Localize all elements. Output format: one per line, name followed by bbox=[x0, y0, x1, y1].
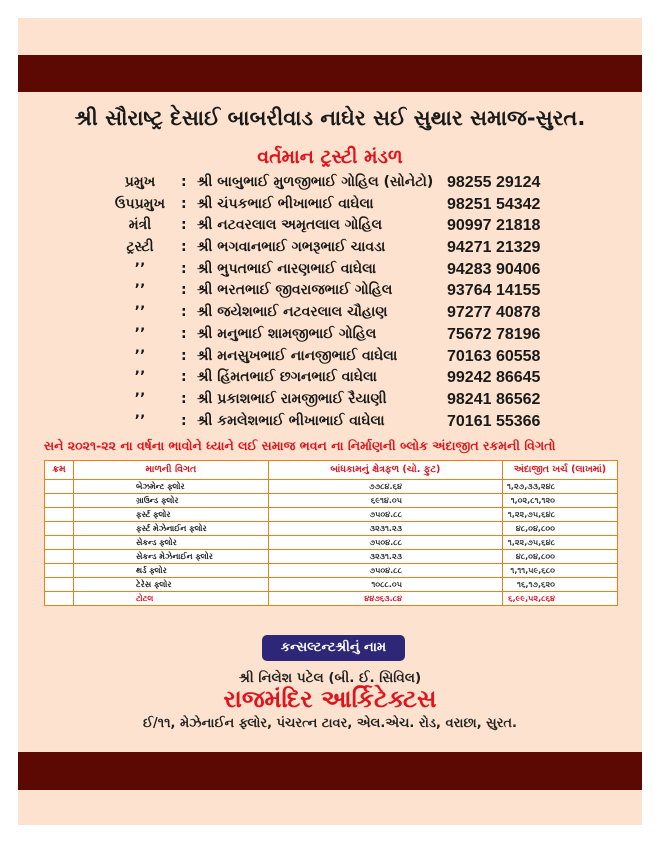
trustee-role: ’’ bbox=[134, 325, 146, 342]
floor-cell: ફર્સ્ટ ફ્લોર bbox=[73, 508, 268, 522]
trustee-role: ’’ bbox=[134, 282, 146, 299]
header-cost: અંદાજીત ખર્ચ (લાખમાં) bbox=[502, 461, 617, 480]
trustee-name: શ્રી જયેશભાઈ નટવરલાલ ચૌહાણ bbox=[197, 304, 388, 321]
colon-separator: : bbox=[181, 239, 187, 256]
floor-cell: ગ્રાઉન્ડ ફ્લોર bbox=[73, 494, 268, 508]
trustee-name: શ્રી ભુપતભાઈ નારણભાઈ વાઘેલા bbox=[197, 260, 377, 277]
estimate-notice: સને ૨૦૨૧-૨૨ ના વર્ષના ભાવોને ધ્યાને લઈ સમાજ ભવન ના નિર્માણની બ્લોક અંદાજીત રકમની વિગતો bbox=[44, 438, 556, 453]
area-cell: ૩૨૩૧.૨૩ bbox=[268, 550, 502, 564]
trustee-phone: 98241 86562 bbox=[447, 390, 541, 408]
trustee-role: ’’ bbox=[134, 390, 146, 407]
table-row bbox=[45, 508, 618, 522]
cost-cell: ૧,૦૨,૮૧,૧૨૦ bbox=[502, 494, 617, 508]
table-header-row bbox=[45, 461, 618, 480]
trustee-phone: 93764 14155 bbox=[447, 282, 541, 300]
trustee-board-heading: વર્તમાન ટ્રસ્ટી મંડળ bbox=[257, 146, 403, 168]
trustee-name: શ્રી ચંપકભાઈ ભીખાભાઈ વાઘેલા bbox=[197, 195, 374, 212]
page-title: શ્રી સૌરાષ્ટ્ર દેસાઈ બાબરીવાડ નાઘેર સઈ સુથાર સમાજ-સુરત. bbox=[74, 106, 586, 130]
trustee-row bbox=[0, 215, 660, 237]
table-row bbox=[45, 564, 618, 578]
trustee-phone: 97277 40878 bbox=[447, 304, 541, 322]
trustee-phone: 94283 90406 bbox=[447, 260, 541, 278]
trustee-name: શ્રી મનસુખભાઈ નાનજીભાઈ વાઘેલા bbox=[197, 347, 398, 364]
colon-separator: : bbox=[181, 390, 187, 407]
serial-cell bbox=[45, 522, 74, 536]
trustee-row bbox=[0, 411, 660, 433]
total-area: ૪૪૭૬૩.૮૪ bbox=[268, 592, 502, 606]
floor-cell: થર્ડ ફ્લોર bbox=[73, 564, 268, 578]
header-serial: ક્રમ bbox=[45, 461, 74, 480]
area-cell: ૬૯૧૪.૦૫ bbox=[268, 494, 502, 508]
colon-separator: : bbox=[181, 174, 187, 190]
cost-cell: ૧,૨૨,૭૫,૬૪૮ bbox=[502, 536, 617, 550]
table-row bbox=[45, 494, 618, 508]
consultant-name: શ્રી નિલેશ પટેલ (બી. ઈ. સિવિલ) bbox=[238, 670, 422, 686]
area-cell: ૭૫૦૪.૮૮ bbox=[268, 564, 502, 578]
colon-separator: : bbox=[181, 260, 187, 277]
firm-address: ઈ/૧૧, મેઝેનાઈન ફ્લોર, પંચરત્ન ટાવર, એલ.એચ. રોડ, વરાછા, સુરત. bbox=[143, 716, 517, 731]
trustee-row bbox=[0, 280, 660, 302]
area-cell: ૭૫૦૪.૮૮ bbox=[268, 536, 502, 550]
floor-cell: ફર્સ્ટ મેઝેનાઈન ફ્લોર bbox=[73, 522, 268, 536]
cost-cell: ૧૬,૧૭,૬૨૦ bbox=[502, 578, 617, 592]
trustee-phone: 99242 86645 bbox=[447, 369, 541, 387]
serial-cell bbox=[45, 550, 74, 564]
trustee-name: શ્રી ભરતભાઈ જીવરાજભાઈ ગોહિલ bbox=[197, 282, 393, 299]
trustee-name: શ્રી હિંમતભાઈ છગનભાઈ વાઘેલા bbox=[197, 369, 377, 386]
serial-cell bbox=[45, 508, 74, 522]
trustee-phone: 90997 21818 bbox=[447, 217, 541, 235]
floor-cell: ટેરેસ ફ્લોર bbox=[73, 578, 268, 592]
trustee-phone: 75672 78196 bbox=[447, 325, 541, 343]
trustee-name: શ્રી બાબુભાઈ મુળજીભાઈ ગોહિલ (સોનેટો) bbox=[197, 174, 434, 190]
trustee-row bbox=[0, 194, 660, 216]
colon-separator: : bbox=[181, 195, 187, 212]
cost-cell: ૧,૧૧,૫૯,૬૮૦ bbox=[502, 564, 617, 578]
trustee-row bbox=[0, 346, 660, 368]
trustee-phone: 70163 60558 bbox=[447, 347, 541, 365]
top-band bbox=[18, 55, 642, 92]
trustee-row bbox=[0, 259, 660, 281]
colon-separator: : bbox=[181, 369, 187, 386]
cost-cell: ૪૮,૦૪,૮૦૦ bbox=[502, 522, 617, 536]
trustee-phone: 98255 29124 bbox=[447, 174, 541, 191]
trustee-row bbox=[0, 324, 660, 346]
area-cell: ૩૨૩૧.૨૩ bbox=[268, 522, 502, 536]
table-row bbox=[45, 578, 618, 592]
area-cell: ૭૫૦૪.૮૮ bbox=[268, 508, 502, 522]
trustee-role: મંત્રી bbox=[128, 217, 152, 234]
cost-estimate-table bbox=[44, 460, 618, 606]
bottom-band bbox=[18, 752, 642, 790]
total-row bbox=[45, 592, 618, 606]
firm-name: રાજમંદિર આર્કિટેક્ટસ bbox=[223, 685, 437, 713]
floor-cell: સેકન્ડ મેઝેનાઈન ફ્લોર bbox=[73, 550, 268, 564]
floor-cell: બેઝમેન્ટ ફ્લોર bbox=[73, 480, 268, 494]
serial-cell bbox=[45, 592, 74, 606]
serial-cell bbox=[45, 480, 74, 494]
trustee-phone: 98251 54342 bbox=[447, 195, 541, 213]
total-cost: ૬,૯૯,૫૨,૮૬૪ bbox=[502, 592, 617, 606]
trustee-row bbox=[0, 302, 660, 324]
trustee-role: ’’ bbox=[134, 412, 146, 429]
consultant-badge: કન્સલ્ટન્ટશ્રીનું નામ bbox=[262, 635, 405, 661]
colon-separator: : bbox=[181, 347, 187, 364]
trustee-role: ’’ bbox=[134, 260, 146, 277]
trustee-row bbox=[0, 367, 660, 389]
trustee-role: ’’ bbox=[134, 347, 146, 364]
trustee-name: શ્રી નટવરલાલ અમૃતલાલ ગોહિલ bbox=[197, 217, 383, 234]
table-row bbox=[45, 522, 618, 536]
total-label: ટોટલ bbox=[73, 592, 268, 606]
serial-cell bbox=[45, 536, 74, 550]
trustee-row bbox=[0, 389, 660, 411]
colon-separator: : bbox=[181, 217, 187, 234]
serial-cell bbox=[45, 564, 74, 578]
header-floor: માળની વિગત bbox=[73, 461, 268, 480]
serial-cell bbox=[45, 578, 74, 592]
colon-separator: : bbox=[181, 282, 187, 299]
trustee-role: ’’ bbox=[134, 369, 146, 386]
trustee-role: ’’ bbox=[134, 304, 146, 321]
table-row bbox=[45, 480, 618, 494]
trustee-row bbox=[0, 172, 660, 194]
cost-cell: ૧,૨૨,૭૫,૬૪૮ bbox=[502, 508, 617, 522]
trustee-phone: 94271 21329 bbox=[447, 239, 541, 257]
trustee-name: શ્રી ભગવાનભાઈ ગભરૂભાઈ ચાવડા bbox=[197, 239, 386, 256]
trustee-role: પ્રમુખ bbox=[124, 174, 156, 190]
area-cell: ૧૦૮૮.૦૫ bbox=[268, 578, 502, 592]
colon-separator: : bbox=[181, 304, 187, 321]
serial-cell bbox=[45, 494, 74, 508]
trustee-list bbox=[0, 172, 660, 432]
trustee-phone: 70161 55366 bbox=[447, 412, 541, 430]
header-area: બાંધકામનું ક્ષેત્રફળ (ચો. ફુટ) bbox=[268, 461, 502, 480]
trustee-role: ઉપપ્રમુખ bbox=[114, 195, 166, 212]
trustee-role: ટ્રસ્ટી bbox=[126, 239, 154, 256]
colon-separator: : bbox=[181, 412, 187, 429]
cost-cell: ૧,૨૭,૩૩,૨૪૮ bbox=[502, 480, 617, 494]
table-row bbox=[45, 536, 618, 550]
table-row bbox=[45, 550, 618, 564]
trustee-name: શ્રી મનુભાઈ શામજીભાઈ ગોહિલ bbox=[197, 325, 377, 342]
cost-cell: ૪૮,૦૪,૮૦૦ bbox=[502, 550, 617, 564]
trustee-row bbox=[0, 237, 660, 259]
trustee-name: શ્રી કમલેશભાઈ ભીખાભાઈ વાઘેલા bbox=[197, 412, 385, 429]
floor-cell: સેકન્ડ ફ્લોર bbox=[73, 536, 268, 550]
area-cell: ૭૭૮૪.૬૪ bbox=[268, 480, 502, 494]
colon-separator: : bbox=[181, 325, 187, 342]
trustee-name: શ્રી પ્રકાશભાઈ રામજીભાઈ રૈયાણી bbox=[197, 390, 387, 407]
